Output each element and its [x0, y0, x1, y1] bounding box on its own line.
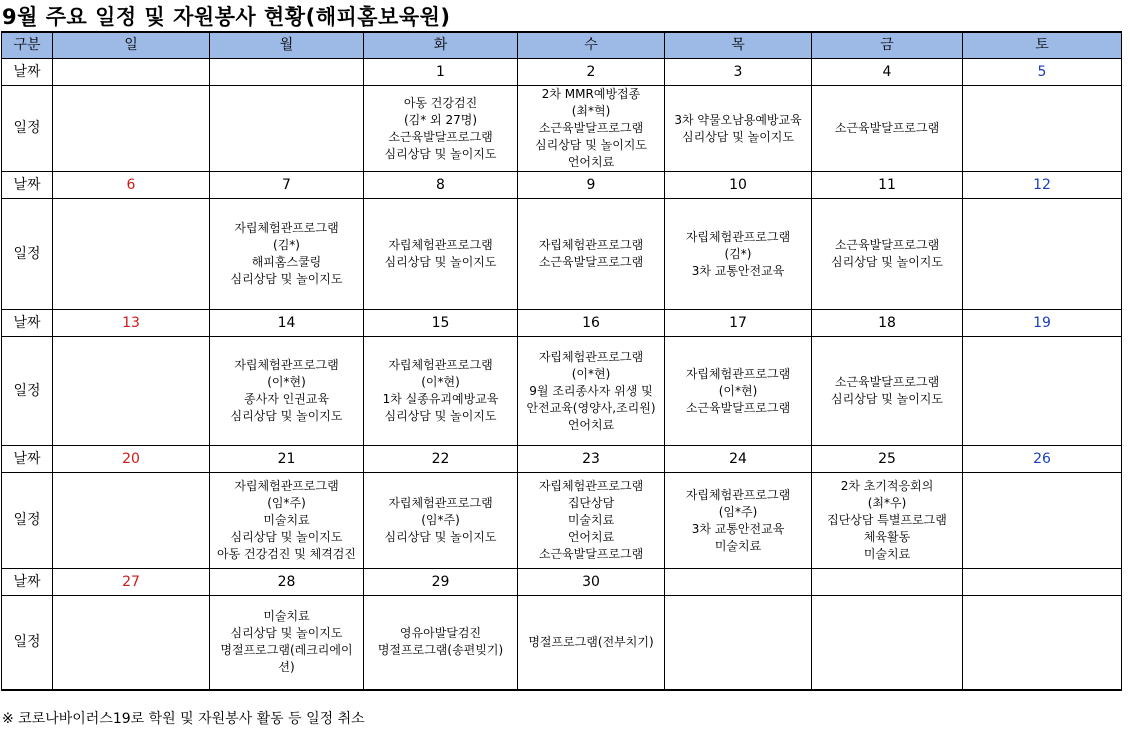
schedule-cell-mon: 자립체험관프로그램 (이*현) 종사자 인권교육 심리상담 및 놀이지도 [210, 337, 364, 446]
schedule-row [2, 596, 1122, 690]
header-day-thu: 목 [665, 32, 812, 59]
date-cell-wed: 16 [518, 310, 665, 337]
date-cell-mon: 14 [210, 310, 364, 337]
date-row [2, 59, 1122, 86]
date-cell-sat: 5 [963, 59, 1122, 86]
schedule-cell-sat [963, 596, 1122, 690]
schedule-cell-tue: 자립체험관프로그램 (이*현) 1차 실종유괴예방교육 심리상담 및 놀이지도 [364, 337, 518, 446]
schedule-row [2, 86, 1122, 172]
header-day-sun: 일 [53, 32, 210, 59]
schedule-cell-sat [963, 199, 1122, 310]
schedule-cell-sun [53, 473, 210, 569]
schedule-row [2, 199, 1122, 310]
schedule-row-label: 일정 [2, 337, 53, 446]
header-day-tue: 화 [364, 32, 518, 59]
schedule-cell-mon: 자립체험관프로그램 (김*) 해피홈스쿨링 심리상담 및 놀이지도 [210, 199, 364, 310]
date-cell-fri [812, 569, 963, 596]
header-day-sat: 토 [963, 32, 1122, 59]
date-row-label: 날짜 [2, 172, 53, 199]
date-cell-sat [963, 569, 1122, 596]
schedule-row-label: 일정 [2, 473, 53, 569]
date-cell-fri: 18 [812, 310, 963, 337]
schedule-cell-wed: 명절프로그램(전부치기) [518, 596, 665, 690]
schedule-row-label: 일정 [2, 199, 53, 310]
header-category: 구분 [2, 32, 53, 59]
schedule-cell-thu [665, 596, 812, 690]
schedule-row [2, 337, 1122, 446]
date-cell-fri: 25 [812, 446, 963, 473]
header-row [2, 32, 1122, 59]
schedule-cell-thu: 자립체험관프로그램 (김*) 3차 교통안전교육 [665, 199, 812, 310]
date-cell-thu: 17 [665, 310, 812, 337]
schedule-cell-thu: 3차 약물오남용예방교육 심리상담 및 놀이지도 [665, 86, 812, 172]
date-row-label: 날짜 [2, 569, 53, 596]
schedule-cell-sun [53, 337, 210, 446]
schedule-cell-thu: 자립체험관프로그램 (이*현) 소근육발달프로그램 [665, 337, 812, 446]
date-cell-sat: 19 [963, 310, 1122, 337]
schedule-cell-mon [210, 86, 364, 172]
schedule-cell-tue: 영유아발달검진 명절프로그램(송편빚기) [364, 596, 518, 690]
schedule-cell-tue: 자립체험관프로그램 (임*주) 심리상담 및 놀이지도 [364, 473, 518, 569]
date-cell-tue: 29 [364, 569, 518, 596]
date-cell-sun: 27 [53, 569, 210, 596]
date-cell-sat: 12 [963, 172, 1122, 199]
schedule-cell-sat [963, 473, 1122, 569]
date-row [2, 446, 1122, 473]
date-cell-wed: 9 [518, 172, 665, 199]
date-cell-mon: 28 [210, 569, 364, 596]
schedule-row-label: 일정 [2, 596, 53, 690]
date-cell-thu: 3 [665, 59, 812, 86]
date-cell-tue: 8 [364, 172, 518, 199]
schedule-cell-sat [963, 337, 1122, 446]
date-cell-thu: 10 [665, 172, 812, 199]
date-cell-sun [53, 59, 210, 86]
footnote: ※ 코로나바이러스19로 학원 및 자원봉사 활동 등 일정 취소 [2, 711, 365, 727]
date-cell-sun: 20 [53, 446, 210, 473]
schedule-cell-tue: 아동 건강검진 (김* 외 27명) 소근육발달프로그램 심리상담 및 놀이지도 [364, 86, 518, 172]
date-cell-fri: 11 [812, 172, 963, 199]
date-row [2, 569, 1122, 596]
date-cell-tue: 1 [364, 59, 518, 86]
schedule-cell-tue: 자립체험관프로그램 심리상담 및 놀이지도 [364, 199, 518, 310]
date-cell-tue: 15 [364, 310, 518, 337]
schedule-cell-wed: 자립체험관프로그램 소근육발달프로그램 [518, 199, 665, 310]
schedule-cell-sun [53, 199, 210, 310]
date-cell-sat: 26 [963, 446, 1122, 473]
schedule-cell-fri: 소근육발달프로그램 [812, 86, 963, 172]
schedule-cell-mon: 미술치료 심리상담 및 놀이지도 명절프로그램(레크리에이 션) [210, 596, 364, 690]
schedule-cell-fri: 소근육발달프로그램 심리상담 및 놀이지도 [812, 199, 963, 310]
schedule-cell-fri: 2차 초기적응회의 (최*우) 집단상담 특별프로그램 체육활동 미술치료 [812, 473, 963, 569]
date-cell-sun: 13 [53, 310, 210, 337]
schedule-cell-mon: 자립체험관프로그램 (임*주) 미술치료 심리상담 및 놀이지도 아동 건강검진 및 체격검진 [210, 473, 364, 569]
date-cell-fri: 4 [812, 59, 963, 86]
date-row-label: 날짜 [2, 446, 53, 473]
schedule-cell-sun [53, 86, 210, 172]
schedule-table [1, 31, 1122, 691]
schedule-cell-sat [963, 86, 1122, 172]
date-row-label: 날짜 [2, 310, 53, 337]
schedule-cell-wed: 2차 MMR예방접종 (최*혁) 소근육발달프로그램 심리상담 및 놀이지도 언어치료 [518, 86, 665, 172]
date-cell-sun: 6 [53, 172, 210, 199]
date-cell-wed: 30 [518, 569, 665, 596]
date-cell-tue: 22 [364, 446, 518, 473]
schedule-cell-sun [53, 596, 210, 690]
header-day-fri: 금 [812, 32, 963, 59]
date-cell-mon: 7 [210, 172, 364, 199]
schedule-cell-wed: 자립체험관프로그램 (이*현) 9월 조리종사자 위생 및 안전교육(영양사,조리원) 언어치료 [518, 337, 665, 446]
date-cell-thu [665, 569, 812, 596]
schedule-row [2, 473, 1122, 569]
schedule-row-label: 일정 [2, 86, 53, 172]
schedule-cell-thu: 자립체험관프로그램 (임*주) 3차 교통안전교육 미술치료 [665, 473, 812, 569]
date-cell-wed: 2 [518, 59, 665, 86]
date-row [2, 172, 1122, 199]
schedule-cell-fri: 소근육발달프로그램 심리상담 및 놀이지도 [812, 337, 963, 446]
date-cell-mon: 21 [210, 446, 364, 473]
header-day-mon: 월 [210, 32, 364, 59]
schedule-cell-fri [812, 596, 963, 690]
date-cell-thu: 24 [665, 446, 812, 473]
header-day-wed: 수 [518, 32, 665, 59]
page-title: 9월 주요 일정 및 자원봉사 현황(해피홈보육원) [2, 5, 451, 29]
date-cell-wed: 23 [518, 446, 665, 473]
schedule-cell-wed: 자립체험관프로그램 집단상담 미술치료 언어치료 소근육발달프로그램 [518, 473, 665, 569]
date-cell-mon [210, 59, 364, 86]
date-row [2, 310, 1122, 337]
date-row-label: 날짜 [2, 59, 53, 86]
